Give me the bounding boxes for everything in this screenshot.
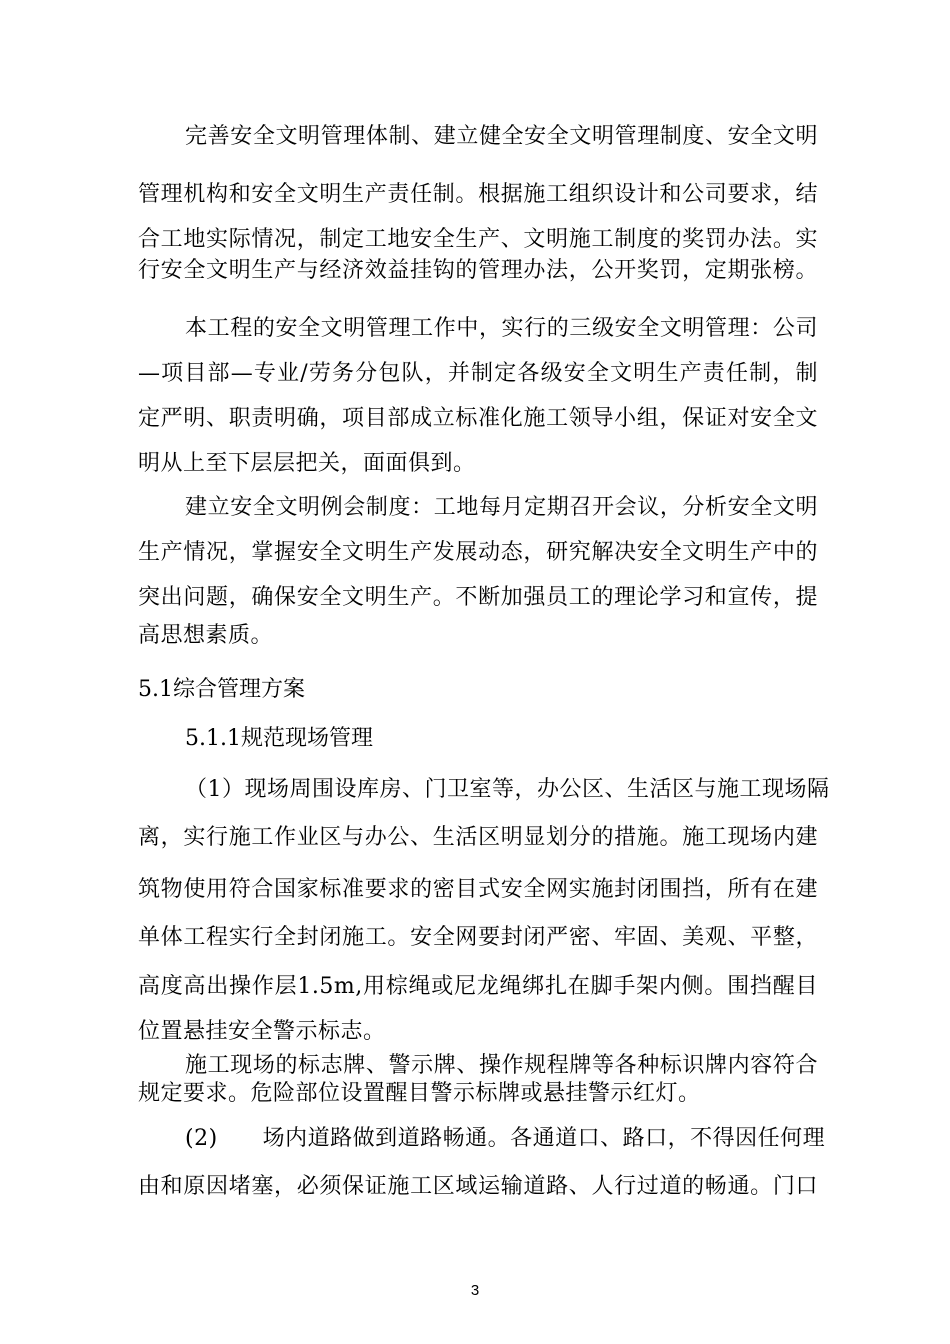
paragraph-line: (2) 场内道路做到道路畅通。各通道口、路口，不得因任何理 (185, 1126, 826, 1151)
paragraph-line: 完善安全文明管理体制、建立健全安全文明管理制度、安全文明 (185, 124, 818, 149)
paragraph-line: 生产情况，掌握安全文明生产发展动态，研究解决安全文明生产中的 (138, 540, 818, 565)
paragraph-line: 行安全文明生产与经济效益挂钩的管理办法，公开奖罚，定期张榜。 (138, 258, 818, 283)
paragraph-line: 单体工程实行全封闭施工。安全网要封闭严密、牢固、美观、平整， (138, 925, 818, 950)
section-heading: 5.1综合管理方案 (138, 677, 305, 702)
paragraph-line: 明从上至下层层把关，面面俱到。 (138, 451, 476, 476)
paragraph-line: 合工地实际情况，制定工地安全生产、文明施工制度的奖罚办法。实 (138, 227, 818, 252)
paragraph-line: 施工现场的标志牌、警示牌、操作规程牌等各种标识牌内容符合 (185, 1053, 818, 1078)
paragraph-line: 建立安全文明例会制度：工地每月定期召开会议，分析安全文明 (185, 495, 818, 520)
paragraph-line: （1）现场周围设库房、门卫室等，办公区、生活区与施工现场隔 (185, 777, 830, 802)
paragraph-line: 筑物使用符合国家标准要求的密目式安全网实施封闭围挡，所有在建 (138, 877, 818, 902)
paragraph-line: 突出问题，确保安全文明生产。不断加强员工的理论学习和宣传，提 (138, 585, 818, 610)
paragraph-line: 位置悬挂安全警示标志。 (138, 1019, 386, 1044)
paragraph-line: 规定要求。危险部位设置醒目警示标牌或悬挂警示红灯。 (138, 1081, 701, 1106)
paragraph-line: 管理机构和安全文明生产责任制。根据施工组织设计和公司要求，结 (138, 182, 818, 207)
paragraph-line: 由和原因堵塞，必须保证施工区域运输道路、人行过道的畅通。门口 (138, 1174, 818, 1199)
paragraph-line: 定严明、职责明确，项目部成立标准化施工领导小组，保证对安全文 (138, 406, 818, 431)
paragraph-line: 离，实行施工作业区与办公、生活区明显划分的措施。施工现场内建 (138, 825, 818, 850)
paragraph-line: 本工程的安全文明管理工作中，实行的三级安全文明管理：公司 (185, 316, 818, 341)
paragraph-line: —项目部—专业/劳务分包队，并制定各级安全文明生产责任制，制 (138, 361, 818, 386)
subsection-heading: 5.1.1规范现场管理 (185, 726, 373, 751)
paragraph-line: 高思想素质。 (138, 623, 274, 648)
page-number: 3 (470, 1282, 480, 1299)
paragraph-line: 高度高出操作层1.5m,用棕绳或尼龙绳绑扎在脚手架内侧。围挡醒目 (138, 974, 818, 999)
